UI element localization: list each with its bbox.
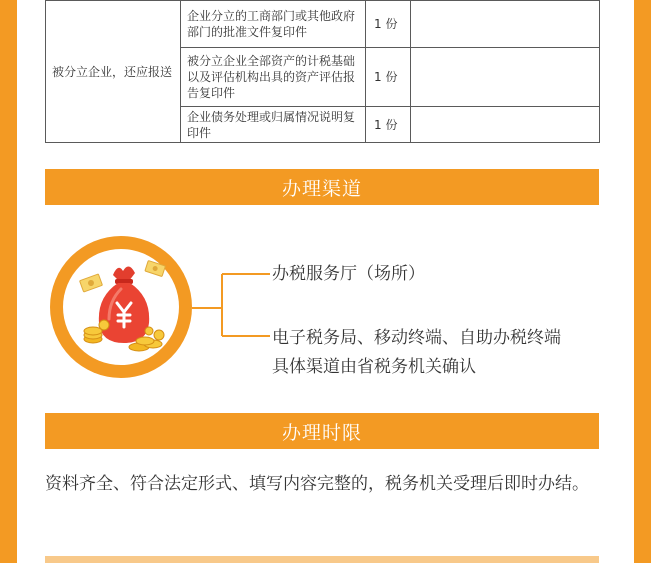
table-qty-cell: 1 份 bbox=[366, 1, 411, 48]
time-limit-text: 资料齐全、符合法定形式、填写内容完整的，税务机关受理后即时办结。 bbox=[45, 474, 589, 494]
bracket-connector bbox=[192, 226, 272, 396]
table-category-cell: 被分立企业，还应报送 bbox=[46, 1, 181, 143]
table-item-cell: 企业债务处理或归属情况说明复印件 bbox=[181, 107, 366, 143]
channel-item: 电子税务局、移动终端、自助办税终端 bbox=[272, 328, 561, 348]
table-row bbox=[46, 1, 600, 48]
page bbox=[17, 0, 634, 563]
section-header-channels: 办理渠道 bbox=[45, 169, 599, 205]
channels-section bbox=[17, 226, 634, 396]
channel-item: 具体渠道由省税务机关确认 bbox=[272, 357, 476, 377]
section-header-time-limit: 办理时限 bbox=[45, 413, 599, 449]
table-note-cell bbox=[411, 107, 600, 143]
table-item-cell: 被分立企业全部资产的计税基础以及评估机构出具的资产评估报告复印件 bbox=[181, 48, 366, 107]
table-qty-cell: 1 份 bbox=[366, 107, 411, 143]
table-item-cell: 企业分立的工商部门或其他政府部门的批准文件复印件 bbox=[181, 1, 366, 48]
next-section-bar bbox=[45, 556, 599, 563]
materials-table bbox=[45, 0, 600, 143]
channel-item: 办税服务厅（场所） bbox=[272, 264, 425, 284]
table-qty-cell: 1 份 bbox=[366, 48, 411, 107]
table-note-cell bbox=[411, 1, 600, 48]
money-bag-icon bbox=[63, 249, 179, 365]
table-note-cell bbox=[411, 48, 600, 107]
